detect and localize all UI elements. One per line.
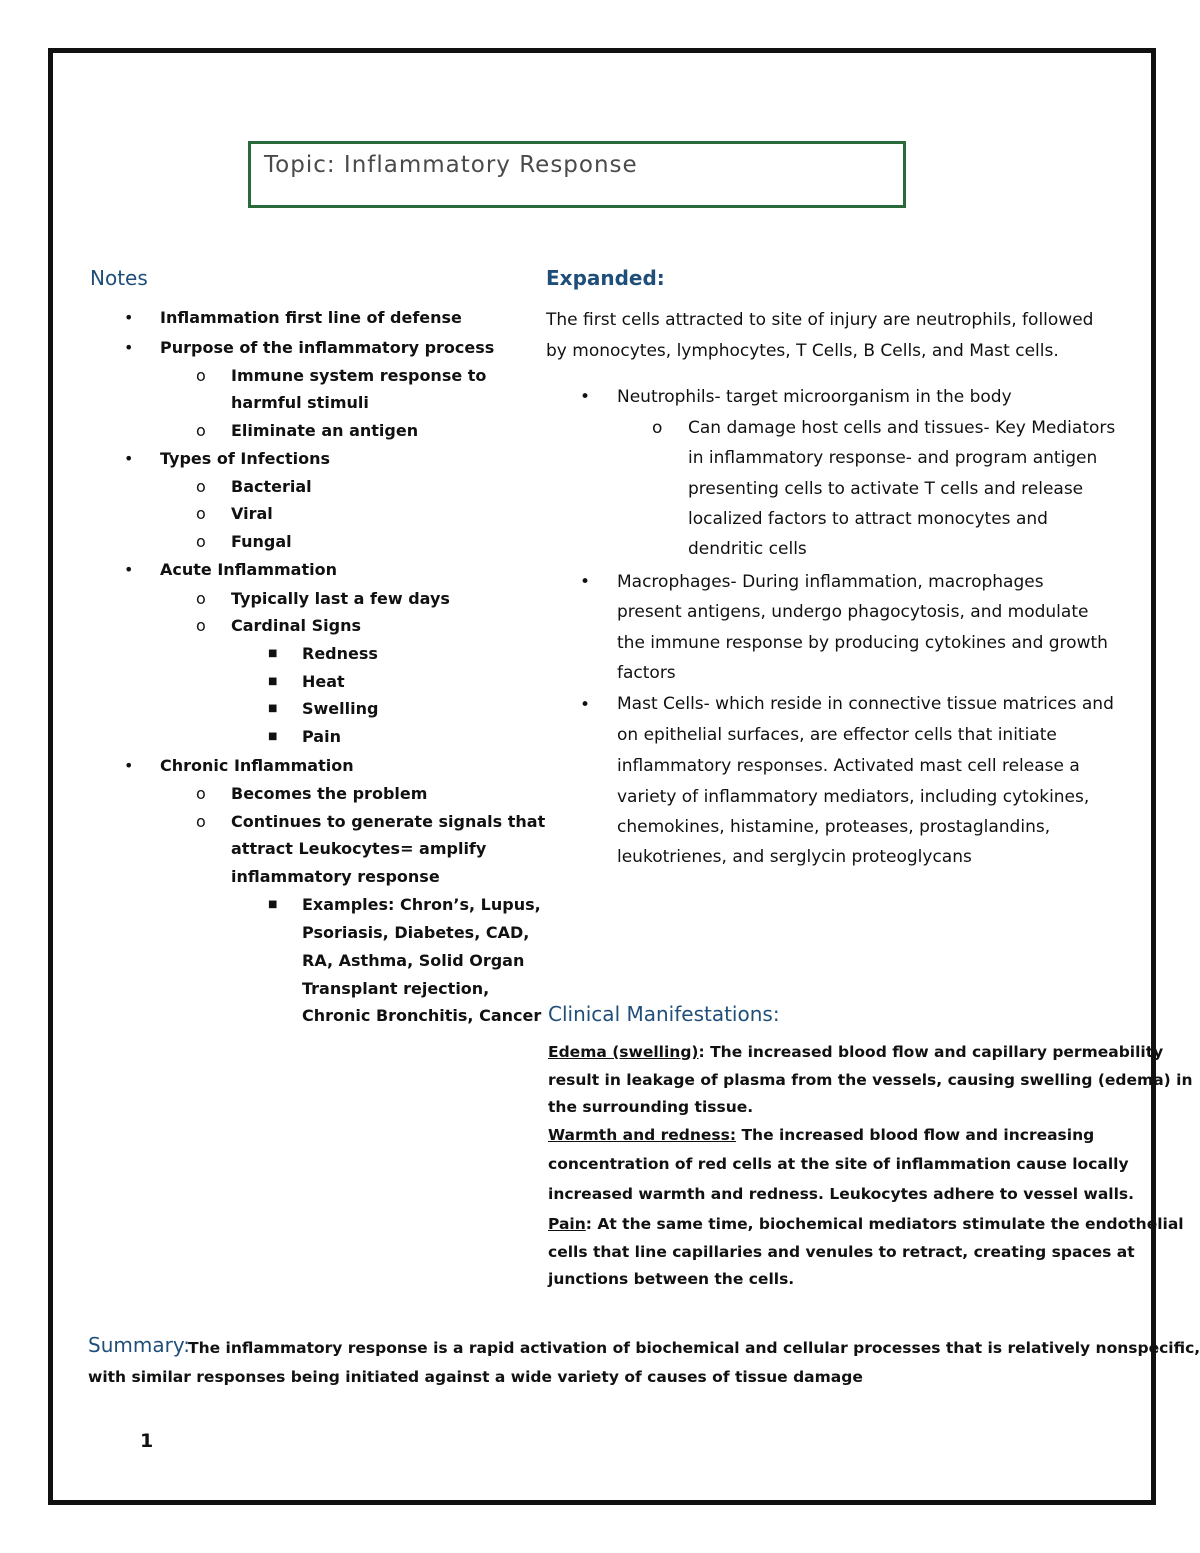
expanded-heading: Expanded: xyxy=(546,266,665,290)
bullet-square: ■ xyxy=(268,648,278,659)
bullet-circle: o xyxy=(196,504,206,523)
list-item: Eliminate an antigen xyxy=(231,421,419,440)
clinical-heading: Clinical Manifestations: xyxy=(548,1002,780,1026)
clinical-edema-line xyxy=(548,1042,1163,1062)
list-item: Examples: Chron’s, Lupus, xyxy=(302,895,541,914)
expanded-line: variety of inflammatory mediators, including cytokines, xyxy=(617,787,1090,807)
expanded-line: Can damage host cells and tissues- Key Mediators xyxy=(688,418,1116,438)
expanded-line: dendritic cells xyxy=(688,539,807,559)
edema-label: Edema (swelling) xyxy=(548,1043,699,1061)
bullet-dot: • xyxy=(580,387,591,407)
list-item: Types of Infections xyxy=(160,449,331,468)
expanded-line: present antigens, undergo phagocytosis, and modulate xyxy=(617,602,1089,622)
clinical-text: concentration of red cells at the site of inflammation cause locally xyxy=(548,1155,1129,1173)
list-item: Viral xyxy=(231,504,273,523)
list-item: Redness xyxy=(302,644,378,663)
bullet-dot: • xyxy=(124,756,134,775)
list-item: Pain xyxy=(302,727,341,746)
clinical-warmth-line xyxy=(548,1125,1094,1145)
bullet-square: ■ xyxy=(268,731,278,742)
notes-heading: Notes xyxy=(90,266,148,290)
list-item: Chronic Inflammation xyxy=(160,756,354,775)
bullet-dot: • xyxy=(124,308,134,327)
expanded-line: in inflammatory response- and program antigen xyxy=(688,448,1098,468)
clinical-text: junctions between the cells. xyxy=(548,1270,795,1288)
bullet-circle: o xyxy=(196,812,206,831)
bullet-square: ■ xyxy=(268,899,278,910)
expanded-intro: by monocytes, lymphocytes, T Cells, B Cells, and Mast cells. xyxy=(546,341,1059,361)
bullet-dot: • xyxy=(580,695,591,715)
list-item: Chronic Bronchitis, Cancer xyxy=(302,1006,542,1025)
list-item: Inflammation first line of defense xyxy=(160,308,462,327)
bullet-circle: o xyxy=(196,616,206,635)
page-number: 1 xyxy=(140,1430,154,1452)
summary-text: The inflammatory response is a rapid activation of biochemical and cellular processes that is relatively nonspecific, xyxy=(188,1339,1200,1357)
expanded-line: Neutrophils- target microorganism in the body xyxy=(617,387,1012,407)
clinical-text: result in leakage of plasma from the vessels, causing swelling (edema) in xyxy=(548,1071,1193,1089)
bullet-dot: • xyxy=(124,338,134,357)
expanded-line: the immune response by producing cytokines and growth xyxy=(617,633,1108,653)
list-item: Immune system response to xyxy=(231,366,487,385)
bullet-dot: • xyxy=(124,449,134,468)
pain-label: Pain xyxy=(548,1215,586,1233)
bullet-square: ■ xyxy=(268,676,278,687)
clinical-text: : The increased blood flow and capillary permeability xyxy=(698,1043,1164,1061)
expanded-line: factors xyxy=(617,663,676,683)
clinical-text: cells that line capillaries and venules to retract, creating spaces at xyxy=(548,1243,1135,1261)
bullet-circle: o xyxy=(196,784,206,803)
list-item: RA, Asthma, Solid Organ xyxy=(302,951,525,970)
list-item: Swelling xyxy=(302,699,379,718)
summary-text: with similar responses being initiated against a wide variety of causes of tissue damage xyxy=(88,1368,863,1386)
list-item: Cardinal Signs xyxy=(231,616,361,635)
list-item: Becomes the problem xyxy=(231,784,428,803)
list-item: Purpose of the inflammatory process xyxy=(160,338,495,357)
warmth-label: Warmth and redness: xyxy=(548,1126,737,1144)
expanded-line: on epithelial surfaces, are effector cells that initiate xyxy=(617,725,1057,745)
list-item: inflammatory response xyxy=(231,867,440,886)
list-item: Continues to generate signals that xyxy=(231,812,546,831)
list-item: Acute Inflammation xyxy=(160,560,337,579)
clinical-text: the surrounding tissue. xyxy=(548,1098,754,1116)
clinical-text: The increased blood flow and increasing xyxy=(736,1126,1095,1144)
list-item: attract Leukocytes= amplify xyxy=(231,839,487,858)
expanded-line: localized factors to attract monocytes and xyxy=(688,509,1048,529)
expanded-line: leukotrienes, and serglycin proteoglycans xyxy=(617,847,972,867)
expanded-line: presenting cells to activate T cells and release xyxy=(688,479,1084,499)
summary-heading: Summary: xyxy=(88,1333,190,1357)
list-item: Psoriasis, Diabetes, CAD, xyxy=(302,923,530,942)
bullet-circle: o xyxy=(196,366,206,385)
expanded-line: inflammatory responses. Activated mast cell release a xyxy=(617,756,1080,776)
list-item: Transplant rejection, xyxy=(302,979,490,998)
list-item: Heat xyxy=(302,672,345,691)
expanded-intro: The first cells attracted to site of injury are neutrophils, followed xyxy=(546,310,1094,330)
expanded-line: Macrophages- During inflammation, macrophages xyxy=(617,572,1044,592)
list-item: Bacterial xyxy=(231,477,312,496)
bullet-circle: o xyxy=(196,532,206,551)
bullet-dot: • xyxy=(124,560,134,579)
expanded-line: chemokines, histamine, proteases, prostaglandins, xyxy=(617,817,1051,837)
bullet-dot: • xyxy=(580,572,591,592)
clinical-text: : At the same time, biochemical mediators stimulate the endothelial xyxy=(585,1215,1184,1233)
list-item: harmful stimuli xyxy=(231,393,369,412)
bullet-circle: o xyxy=(652,418,663,438)
expanded-line: Mast Cells- which reside in connective tissue matrices and xyxy=(617,694,1114,714)
bullet-square: ■ xyxy=(268,703,278,714)
list-item: Typically last a few days xyxy=(231,589,450,608)
clinical-pain-line xyxy=(548,1214,1184,1234)
topic-title: Topic: Inflammatory Response xyxy=(264,152,638,178)
list-item: Fungal xyxy=(231,532,292,551)
bullet-circle: o xyxy=(196,421,206,440)
bullet-circle: o xyxy=(196,589,206,608)
bullet-circle: o xyxy=(196,477,206,496)
clinical-text: increased warmth and redness. Leukocytes adhere to vessel walls. xyxy=(548,1185,1135,1203)
